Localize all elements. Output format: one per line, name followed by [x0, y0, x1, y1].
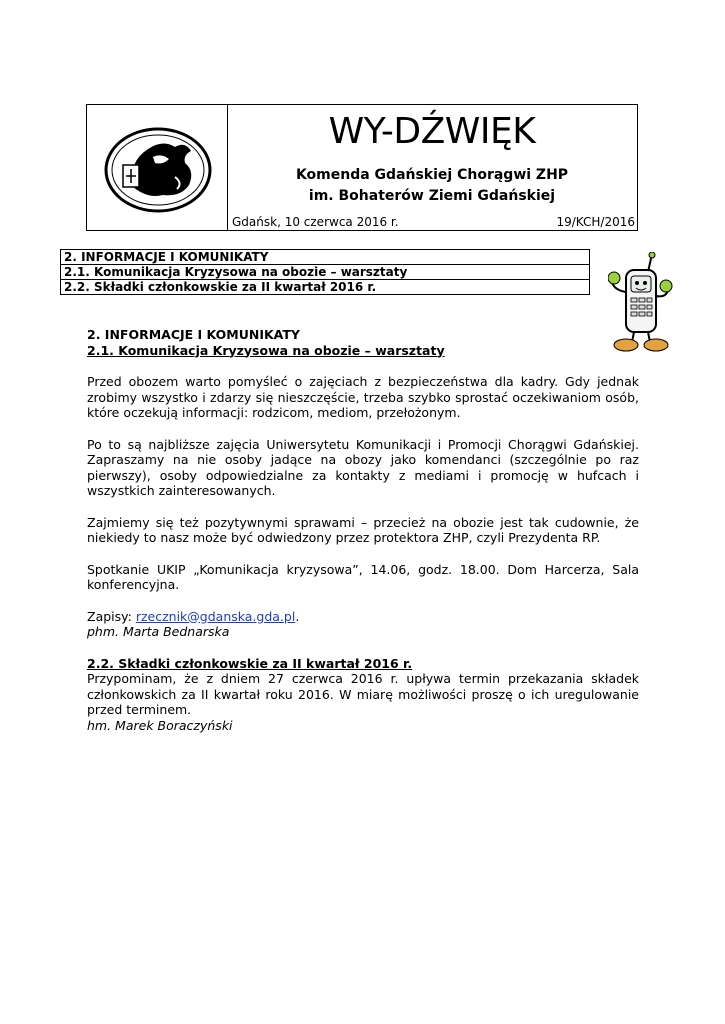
email-link[interactable]: rzecznik@gdanska.gda.pl [135, 608, 296, 624]
paragraph: Zajmiemy się też pozytywnymi sprawami – przecież na obozie jest tak cudownie, że niekiedy to nasz może być odwiedzony przez protektora ZHP, czyli Prezydenta RP. [87, 514, 639, 545]
signup-line [87, 609, 639, 625]
table-of-contents [60, 249, 590, 295]
paragraph: Po to są najbliższe zajęcia Uniwersytetu Komunikacji i Promocji Chorągwi Gdańskiej. Zapraszamy na nie osoby jadące na obozy jako komendanci (szczególnie po raz pierwszy), osoby odpowiedzialne za kontakty z mediami i promocję w hufcach i wszystkich zainteresowanych. [87, 436, 639, 498]
toc-row [61, 265, 590, 280]
toc-item: 2.1. Komunikacja Kryzysowa na obozie – warsztaty [61, 265, 590, 280]
logo-cell [87, 105, 228, 230]
paragraph: Przypominam, że z dniem 27 czerwca 2016 r. upływa termin przekazania składek członkowskich za II kwartał roku 2016. W miarę możliwości proszę o ich uregulowanie przed terminem. [87, 671, 639, 717]
toc-item: 2. INFORMACJE I KOMUNIKATY [61, 250, 590, 265]
header-box [86, 104, 638, 231]
issue-date: Gdańsk, 10 czerwca 2016 r. [232, 215, 399, 229]
main-content [87, 327, 639, 733]
signature: hm. Marek Boraczyński [87, 717, 233, 733]
toc-row [61, 250, 590, 265]
org-name-line1: Komenda Gdańskiej Chorągwi ZHP [295, 167, 569, 183]
toc-row [61, 280, 590, 295]
issue-reference: 19/KCH/2016 [556, 215, 635, 229]
paragraph: Spotkanie UKIP „Komunikacja kryzysowa”, 14.06, godz. 18.00. Dom Harcerza, Sala konferencyjna. [87, 561, 639, 592]
newsletter-title: WY-DŹWIĘK [328, 111, 536, 152]
paragraph: Przed obozem warto pomyśleć o zajęciach z bezpieczeństwa dla kadry. Gdy jednak zrobimy wszystko i zdarzy się nieszczęście, trzeba szybko sprostać oczekiwaniom osób, które oczekują informacji: rodzicom, mediom, przełożonym. [87, 374, 639, 420]
griffin-emblem-icon [103, 127, 213, 213]
subsection-heading-fees: 2.2. Składki członkowskie za II kwartał 2016 r. [87, 655, 413, 671]
signup-label: Zapisy: [87, 608, 136, 624]
org-name-line2: im. Bohaterów Ziemi Gdańskiej [308, 188, 556, 204]
signature: phm. Marta Bednarska [87, 624, 230, 639]
toc-item: 2.2. Składki członkowskie za II kwartał 2016 r. [61, 280, 590, 295]
section-heading: 2. INFORMACJE I KOMUNIKATY [87, 327, 300, 342]
signup-end: . [295, 608, 300, 624]
subsection-heading-crisis: 2.1. Komunikacja Kryzysowa na obozie – warsztaty [87, 342, 445, 358]
